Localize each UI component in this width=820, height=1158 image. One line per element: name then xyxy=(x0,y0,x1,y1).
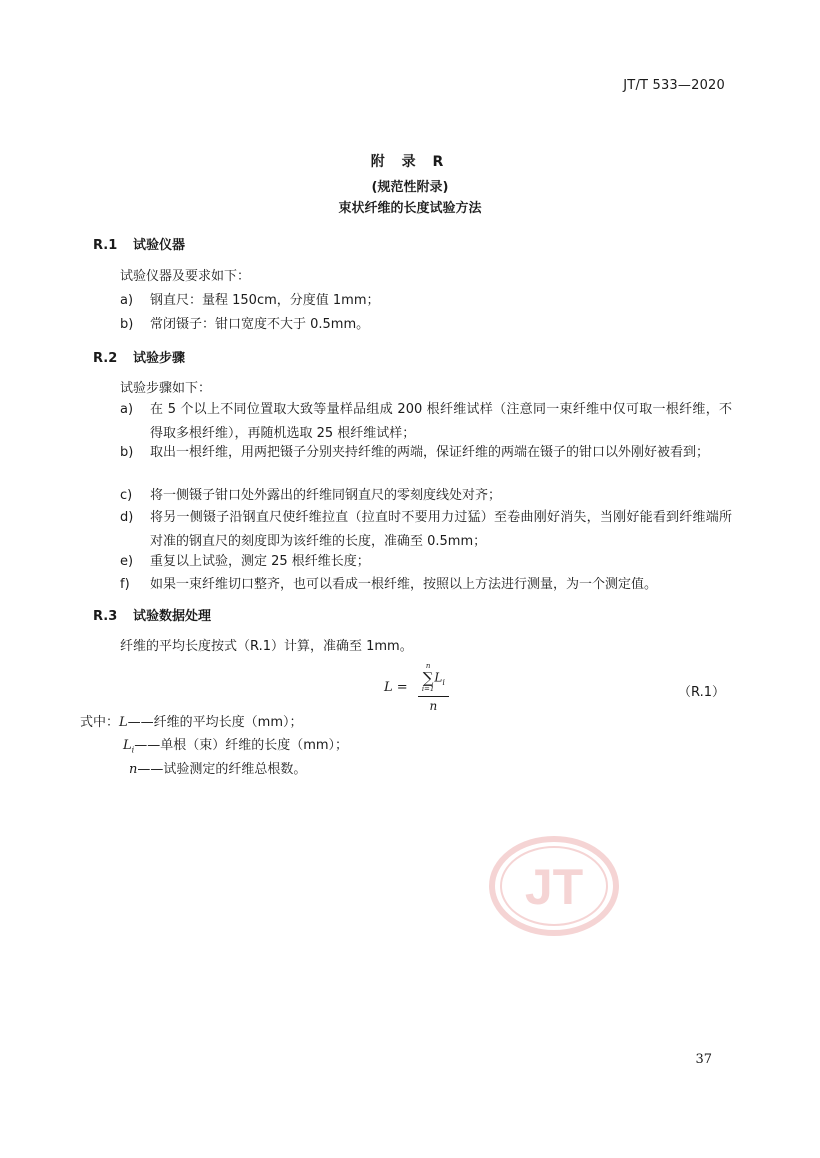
section-intro: 试验仪器及要求如下： xyxy=(120,269,251,284)
section-number: R.3 xyxy=(93,609,118,624)
stamp-text: JT xyxy=(524,859,584,915)
list-item-text: 在 5 个以上不同位置取大致等量样品组成 200 根纤维试样（注意同一束纤维中仅可取一根纤维，不得取多根纤维），再随机选取 25 根纤维试样； xyxy=(150,402,732,441)
where-definition: ——纤维的平均长度（mm）； xyxy=(127,715,303,730)
list-item xyxy=(120,573,732,597)
where-symbol: n xyxy=(129,762,138,777)
section-intro: 纤维的平均长度按式（R.1）计算，准确至 1mm。 xyxy=(120,639,413,654)
list-item xyxy=(120,289,732,313)
formula-r1 xyxy=(384,662,449,713)
list-item-text: 取出一根纤维，用两把镊子分别夹持纤维的两端，保证纤维的两端在镊子的钳口以外刚好被看到； xyxy=(150,445,710,460)
formula-term: L xyxy=(434,670,443,685)
annex-heading: 附 录 R xyxy=(370,154,450,170)
list-item-text: 钢直尺：量程 150cm，分度值 1mm； xyxy=(150,293,380,308)
list-item-label: f) xyxy=(120,577,130,592)
section-title: 试验数据处理 xyxy=(133,609,212,624)
list-item-text: 如果一束纤维切口整齐，也可以看成一根纤维，按照以上方法进行测量，为一个测定值。 xyxy=(150,577,658,592)
section-heading-r1 xyxy=(93,234,185,253)
where-line xyxy=(80,711,302,730)
jt-watermark-stamp xyxy=(488,835,620,937)
section-title: 试验步骤 xyxy=(133,351,186,366)
formula-denominator: n xyxy=(429,699,438,713)
where-line xyxy=(129,758,306,777)
sigma-symbol: ∑ xyxy=(422,669,434,687)
where-line xyxy=(123,734,348,755)
formula-lhs: L = xyxy=(384,680,408,695)
annex-title: 束状纤维的长度试验方法 xyxy=(338,201,482,216)
list-item xyxy=(120,398,732,446)
list-item-label: d) xyxy=(120,510,134,525)
list-item xyxy=(120,506,732,554)
list-item-text: 将另一侧镊子沿钢直尺使纤维拉直（拉直时不要用力过猛）至卷曲刚好消失，当刚好能看到纤维端所对准的钢直尺的刻度即为该纤维的长度，准确至 0.5mm； xyxy=(150,510,732,549)
where-symbol: L xyxy=(123,738,132,753)
where-symbol-subscript: i xyxy=(131,745,135,755)
where-symbol: L xyxy=(119,715,128,730)
where-definition: ——试验测定的纤维总根数。 xyxy=(137,762,307,777)
where-prefix: 式中： xyxy=(80,715,120,730)
section-intro: 试验步骤如下： xyxy=(120,381,212,396)
formula-term-subscript: i xyxy=(442,677,445,687)
equation-number: （R.1） xyxy=(678,685,725,700)
section-number: R.1 xyxy=(93,238,118,253)
list-item-label: c) xyxy=(120,488,133,503)
where-definition: ——单根（束）纤维的长度（mm）； xyxy=(134,738,349,753)
section-number: R.2 xyxy=(93,351,118,366)
standard-code: JT/T 533—2020 xyxy=(623,78,725,93)
list-item xyxy=(120,484,732,508)
section-title: 试验仪器 xyxy=(133,238,186,253)
list-item-label: b) xyxy=(120,317,134,332)
list-item xyxy=(120,550,732,574)
formula-fraction xyxy=(418,662,449,713)
list-item-text: 重复以上试验，测定 25 根纤维长度； xyxy=(150,554,370,569)
list-item-label: b) xyxy=(120,445,134,460)
list-item-label: a) xyxy=(120,402,134,417)
section-heading-r3 xyxy=(93,605,211,624)
list-item xyxy=(120,441,732,465)
section-heading-r2 xyxy=(93,347,185,366)
sum-upper-limit: n xyxy=(425,662,431,670)
list-item-text: 常闭镊子：钳口宽度不大于 0.5mm。 xyxy=(150,317,370,332)
list-item-text: 将一侧镊子钳口处外露出的纤维同钢直尺的零刻度线处对齐； xyxy=(150,488,502,503)
page-number: 37 xyxy=(695,1052,712,1067)
list-item xyxy=(120,313,732,337)
sum-lower-limit: i=1 xyxy=(421,685,435,693)
list-item-label: a) xyxy=(120,293,134,308)
formula-numerator xyxy=(418,662,449,697)
annex-type: (规范性附录) xyxy=(371,180,449,195)
list-item-label: e) xyxy=(120,554,134,569)
